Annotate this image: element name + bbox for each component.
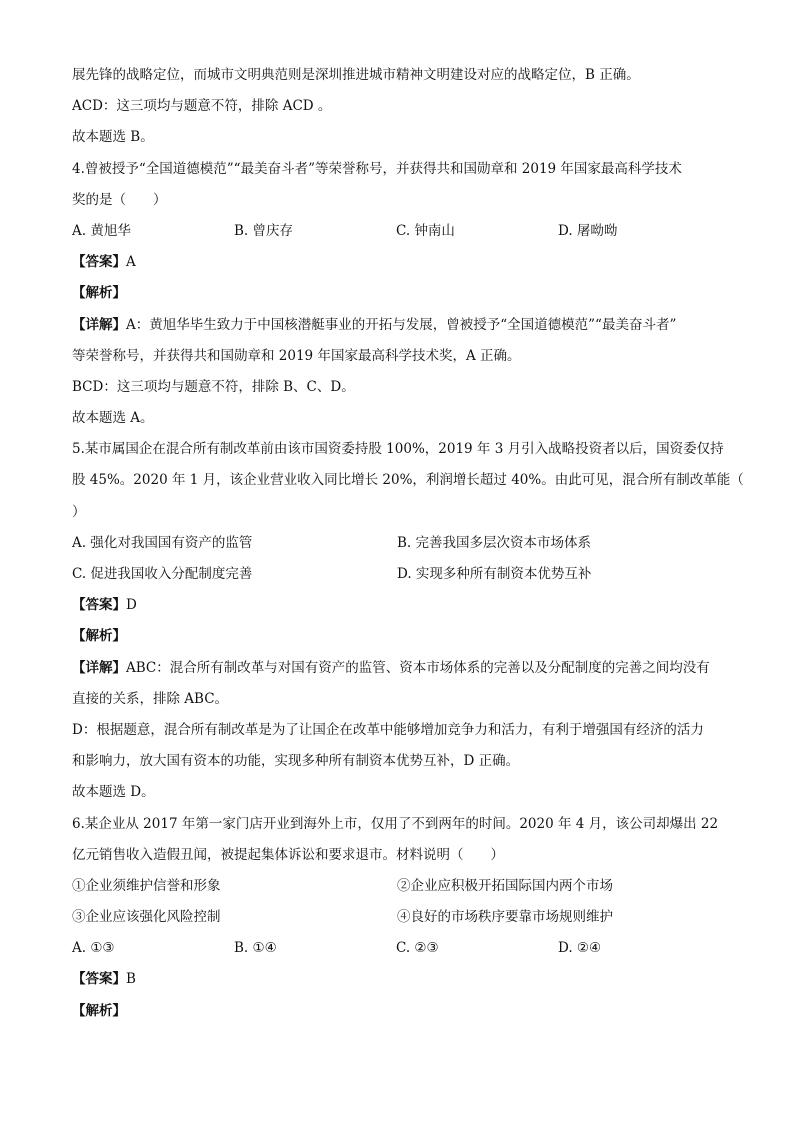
statement-1: ①企业须维护信誉和形象 [72, 877, 221, 894]
document-page [72, 60, 744, 1027]
paragraph-line: ACD：这三项均与题意不符，排除 ACD 。 [72, 98, 332, 115]
option-a: A. 强化对我国国有资产的监管 [72, 534, 253, 551]
analysis-label: 【解析】 [72, 628, 126, 645]
question-5-options [72, 559, 726, 590]
option-b: B. ①④ [234, 940, 277, 957]
detail-label: 【详解】 [72, 316, 126, 333]
answer-label: 【答案】 [72, 971, 126, 988]
analysis-label: 【解析】 [72, 285, 126, 302]
question-6-stem: 亿元销售收入造假丑闻，被提起集体诉讼和要求退市。材料说明（ ） [72, 846, 504, 863]
question-6-options [72, 933, 726, 964]
question-4-stem: 4.曾被授予“全国道德模范”“最美奋斗者”等荣誉称号，并获得共和国勋章和 2019 年国家最高科学技术 [72, 160, 682, 177]
detail-line: 等荣誉称号，并获得共和国勋章和 2019 年国家最高科学技术奖，A 正确。 [72, 347, 521, 364]
option-b: B. 曾庆存 [234, 222, 294, 239]
answer-line [72, 247, 726, 278]
question-5-stem: 股 45%。2020 年 1 月，该企业营业收入同比增长 20%，利润增长超过 40%。由此可见，混合所有制改革能（ [72, 472, 744, 489]
analysis-label: 【解析】 [72, 1002, 126, 1019]
detail-line [72, 310, 726, 341]
answer-value: D [126, 597, 137, 614]
option-d: D. 实现多种所有制资本优势互补 [397, 566, 592, 582]
detail-text: ABC：混合所有制改革与对国有资产的监管、资本市场体系的完善以及分配制度的完善之间均没有 [126, 659, 710, 676]
question-6-items [72, 871, 726, 902]
question-5-options [72, 528, 726, 559]
answer-label: 【答案】 [72, 254, 126, 271]
answer-line [72, 964, 726, 995]
detail-line: 和影响力，放大国有资本的功能，实现多种所有制资本优势互补，D 正确。 [72, 753, 520, 770]
answer-label: 【答案】 [72, 597, 126, 614]
option-d: D. 屠呦呦 [558, 222, 618, 239]
option-c: C. ②③ [396, 940, 439, 957]
statement-2: ②企业应积极开拓国际国内两个市场 [397, 877, 613, 894]
question-4-options [72, 216, 726, 247]
detail-line: 直接的关系，排除 ABC。 [72, 690, 229, 707]
detail-line: BCD：这三项均与题意不符，排除 B、C、D。 [72, 378, 355, 395]
answer-value: A [126, 254, 136, 271]
detail-label: 【详解】 [72, 659, 126, 676]
paragraph-line: 故本题选 B。 [72, 129, 154, 146]
option-b: B. 完善我国多层次资本市场体系 [397, 534, 592, 551]
option-c: C. 钟南山 [396, 222, 455, 239]
question-5-stem: ） [72, 503, 86, 520]
detail-line: 故本题选 A。 [72, 410, 154, 427]
option-a: A. 黄旭华 [72, 222, 131, 239]
statement-3: ③企业应该强化风险控制 [72, 909, 221, 926]
option-d: D. ②④ [558, 940, 602, 957]
answer-line [72, 590, 726, 621]
paragraph-line: 展先锋的战略定位，而城市文明典范则是深圳推进城市精神文明建设对应的战略定位，B 正确。 [72, 67, 640, 83]
detail-line: D：根据题意，混合所有制改革是为了让国企在改革中能够增加竞争力和活力，有利于增强国有经济的活力 [72, 721, 704, 738]
option-a: A. ①③ [72, 940, 115, 957]
question-4-stem: 奖的是（ ） [72, 191, 167, 208]
detail-line [72, 653, 726, 684]
option-c: C. 促进我国收入分配制度完善 [72, 566, 253, 582]
question-6-items [72, 902, 726, 933]
detail-line: 故本题选 D。 [72, 784, 155, 801]
question-6-stem: 6.某企业从 2017 年第一家门店开业到海外上市，仅用了不到两年的时间。2020 年 4 月，该公司却爆出 22 [72, 815, 719, 832]
question-5-stem: 5.某市属国企在混合所有制改革前由该市国资委持股 100%，2019 年 3 月引入战略投资者以后，国资委仅持 [72, 441, 724, 458]
answer-value: B [126, 971, 136, 988]
statement-4: ④良好的市场秩序要靠市场规则维护 [397, 909, 613, 926]
detail-text: A：黄旭华毕生致力于中国核潜艇事业的开拓与发展，曾被授予“全国道德模范”“最美奋斗者” [126, 316, 677, 333]
